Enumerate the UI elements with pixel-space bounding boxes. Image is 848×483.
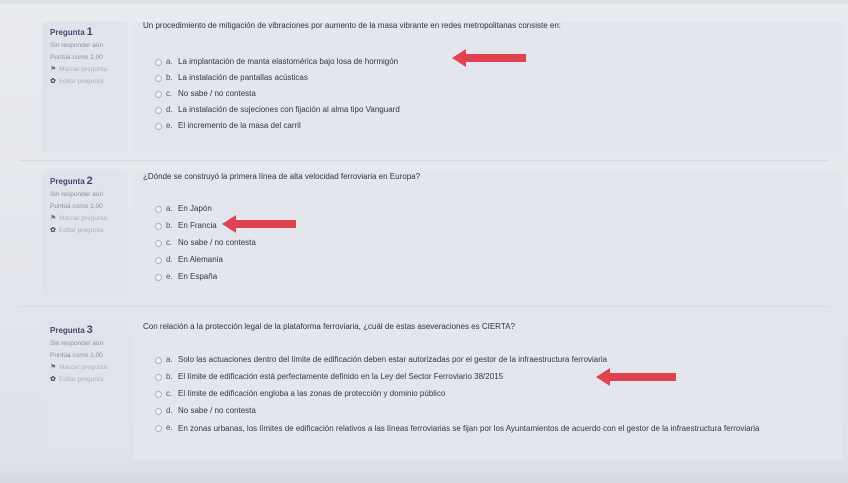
flag-question-label: Marcar pregunta bbox=[59, 215, 107, 222]
answer-option-a[interactable] bbox=[155, 204, 212, 213]
answer-option-e[interactable] bbox=[155, 121, 301, 130]
answer-option-b[interactable] bbox=[155, 73, 308, 82]
answer-option-c[interactable] bbox=[155, 238, 256, 247]
answer-option-d[interactable] bbox=[155, 255, 223, 264]
edit-question-label: Editar pregunta bbox=[58, 78, 104, 85]
answer-text: En España bbox=[178, 272, 218, 281]
answer-option-c[interactable] bbox=[155, 389, 445, 398]
edit-question-link[interactable] bbox=[50, 226, 124, 235]
question-content bbox=[133, 22, 843, 154]
edit-question-label: Editar pregunta bbox=[58, 227, 104, 234]
flag-question-link[interactable] bbox=[50, 214, 124, 223]
radio-button[interactable] bbox=[155, 107, 162, 114]
answer-text: La instalación de sujeciones con fijación al alma tipo Vanguard bbox=[178, 105, 400, 114]
edit-question-link[interactable] bbox=[50, 375, 124, 384]
question-grade: Puntúa como 1,00 bbox=[50, 203, 103, 210]
question-text: ¿Dónde se construyó la primera línea de alta velocidad ferroviaria en Europa? bbox=[143, 172, 421, 181]
divider bbox=[20, 160, 828, 161]
radio-button[interactable] bbox=[155, 223, 162, 230]
answer-option-c[interactable] bbox=[155, 89, 256, 98]
radio-button[interactable] bbox=[155, 274, 162, 281]
answer-letter: d. bbox=[166, 255, 173, 264]
answer-text: La instalación de pantallas acústicas bbox=[178, 73, 308, 82]
flag-icon: ⚑ bbox=[50, 364, 57, 371]
radio-button[interactable] bbox=[155, 75, 162, 82]
answer-letter: b. bbox=[166, 73, 173, 82]
radio-button[interactable] bbox=[155, 206, 162, 213]
question-number-value: 2 bbox=[86, 175, 93, 187]
answer-option-d[interactable] bbox=[155, 105, 400, 114]
edit-question-label: Editar pregunta bbox=[58, 376, 104, 383]
flag-icon: ⚑ bbox=[50, 215, 57, 222]
answer-option-a[interactable] bbox=[155, 355, 607, 364]
flag-question-label: Marcar pregunta bbox=[59, 364, 107, 371]
question-number-value: 1 bbox=[86, 26, 93, 38]
answer-letter: a. bbox=[166, 355, 173, 364]
answer-text: El límite de edificación engloba a las zonas de protección y dominio público bbox=[178, 389, 446, 398]
gear-icon: ✿ bbox=[50, 376, 56, 383]
question-number bbox=[50, 175, 124, 187]
answer-text: El incremento de la masa del carril bbox=[178, 121, 301, 130]
question-info bbox=[42, 171, 128, 295]
question-text: Con relación a la protección legal de la plataforma ferroviaria, ¿cuál de estas aseveraciones es CIERTA? bbox=[143, 322, 515, 331]
radio-button[interactable] bbox=[155, 59, 162, 66]
answer-letter: e. bbox=[166, 423, 173, 432]
answer-text: No sabe / no contesta bbox=[178, 238, 256, 247]
answer-letter: e. bbox=[166, 272, 173, 281]
gear-icon: ✿ bbox=[50, 227, 56, 234]
answer-text: La implantación de manta elastomérica bajo losa de hormigón bbox=[178, 57, 399, 66]
answer-letter: a. bbox=[166, 204, 173, 213]
answer-text: En Alemania bbox=[178, 255, 223, 264]
red-arrow-annotation bbox=[596, 368, 676, 386]
radio-button[interactable] bbox=[155, 408, 162, 415]
answer-option-e[interactable] bbox=[155, 423, 768, 435]
top-bar bbox=[0, 0, 848, 4]
answer-option-a[interactable] bbox=[155, 57, 398, 66]
question-number bbox=[50, 26, 124, 38]
answer-letter: b. bbox=[166, 221, 173, 230]
question-grade: Puntúa como 1,00 bbox=[50, 352, 103, 359]
question-info bbox=[42, 22, 128, 152]
question-label: Pregunta bbox=[50, 326, 85, 335]
radio-button[interactable] bbox=[155, 391, 162, 398]
answer-text: En Francia bbox=[178, 221, 217, 230]
question-state: Sin responder aún bbox=[50, 191, 104, 198]
answer-text: En zonas urbanas, los límites de edificación relativos a las líneas ferroviarias se fijan por los Ayuntamientos de acuerdo con el gestor de la infraestructura ferroviaria bbox=[178, 424, 760, 433]
radio-button[interactable] bbox=[155, 123, 162, 130]
answer-option-d[interactable] bbox=[155, 406, 256, 415]
answer-letter: e. bbox=[166, 121, 173, 130]
answer-letter: c. bbox=[166, 89, 173, 98]
answer-option-b[interactable] bbox=[155, 221, 217, 230]
bottom-shade bbox=[0, 468, 848, 483]
gear-icon: ✿ bbox=[50, 78, 56, 85]
flag-question-label: Marcar pregunta bbox=[59, 66, 107, 73]
question-label: Pregunta bbox=[50, 177, 85, 186]
divider bbox=[20, 306, 828, 307]
answer-text: En Japón bbox=[178, 204, 212, 213]
question-number bbox=[50, 324, 124, 336]
question-state: Sin responder aún bbox=[50, 42, 104, 49]
radio-button[interactable] bbox=[155, 240, 162, 247]
answer-text: Solo las actuaciones dentro del límite de edificación deben estar autorizadas por el gestor de la infraestructura ferroviaria bbox=[178, 355, 608, 364]
radio-button[interactable] bbox=[155, 257, 162, 264]
radio-button[interactable] bbox=[155, 91, 162, 98]
edit-question-link[interactable] bbox=[50, 77, 124, 86]
answer-text: El límite de edificación está perfectamente definido en la Ley del Sector Ferroviario 38/2015 bbox=[178, 372, 504, 381]
answer-letter: b. bbox=[166, 372, 173, 381]
question-content bbox=[133, 320, 843, 460]
answer-letter: d. bbox=[166, 406, 173, 415]
flag-icon: ⚑ bbox=[50, 66, 57, 73]
flag-question-link[interactable] bbox=[50, 363, 124, 372]
radio-button[interactable] bbox=[155, 357, 162, 364]
question-content bbox=[133, 171, 843, 295]
question-number-value: 3 bbox=[86, 324, 93, 336]
answer-text: No sabe / no contesta bbox=[178, 406, 256, 415]
answer-option-e[interactable] bbox=[155, 272, 217, 281]
red-arrow-annotation bbox=[452, 49, 526, 67]
answer-letter: d. bbox=[166, 105, 173, 114]
question-text: Un procedimiento de mitigación de vibraciones por aumento de la masa vibrante en redes metropolitanas consiste en: bbox=[143, 21, 562, 30]
radio-button[interactable] bbox=[155, 425, 162, 432]
red-arrow-annotation bbox=[222, 215, 296, 233]
question-info bbox=[42, 320, 128, 450]
flag-question-link[interactable] bbox=[50, 65, 124, 74]
question-grade: Puntúa como 1,00 bbox=[50, 54, 103, 61]
question-label: Pregunta bbox=[50, 28, 85, 37]
answer-letter: c. bbox=[166, 389, 173, 398]
answer-letter: c. bbox=[166, 238, 173, 247]
answer-text: No sabe / no contesta bbox=[178, 89, 256, 98]
answer-letter: a. bbox=[166, 57, 173, 66]
answer-option-b[interactable] bbox=[155, 372, 503, 381]
radio-button[interactable] bbox=[155, 374, 162, 381]
question-state: Sin responder aún bbox=[50, 340, 104, 347]
